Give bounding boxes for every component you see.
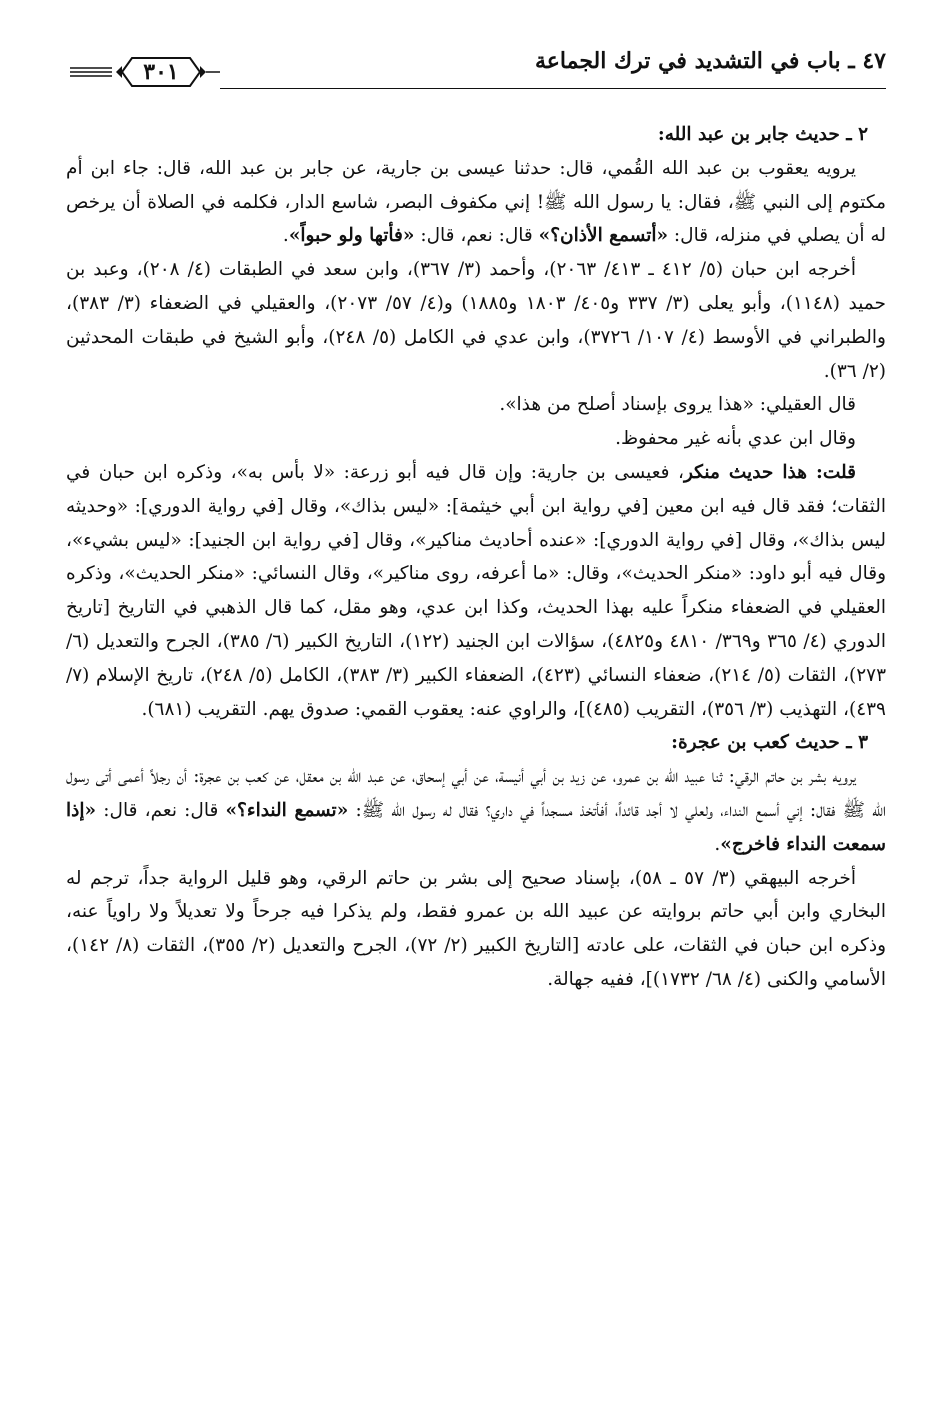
hadith-text: قال: نعم، قال: <box>414 225 539 247</box>
hadith-paragraph <box>66 152 886 253</box>
page-number-ornament <box>70 52 220 92</box>
takhrij-paragraph: أخرجه ابن حبان (٥/ ٤١٢ ـ ٤١٣/ ٢٠٦٣)، وأحمد (٣/ ٣٦٧)، وابن سعد في الطبقات (٤/ ٢٠٨)، وعبد بن حميد (١١٤٨)، وأبو يعلى (٣/ ٣٣٧ و٤٠٥/ ١٨٠٣ و١٨٨٥) و(٤/ ٥٧/ ٢٠٧٣)، والعقيلي في الضعفاء (٣/ ٣٨٣)، والطبراني في الأوسط (٤/ ١٠٧/ ٣٧٢٦)، وابن عدي في الكامل (٥/ ٢٤٨)، وأبو الشيخ في طبقات المحدثين (٢/ ٣٦). <box>66 259 886 382</box>
chapter-title: ٤٧ ـ باب في التشديد في ترك الجماعة <box>535 48 886 74</box>
page-body <box>66 118 886 997</box>
hadith-quote: «إذا سمعت النداء فاخرج» <box>66 799 886 855</box>
page-number: ٣٠١ <box>143 59 179 85</box>
analysis-paragraph <box>66 456 886 726</box>
hadith-text: قال: نعم، قال: <box>96 799 226 821</box>
analysis-text: ، فعيسى بن جارية: وإن قال فيه أبو زرعة: «لا بأس به»، وذكره ابن حبان في الثقات؛ فقد قال فيه ابن معين [في رواية ابن أبي خيثمة]: «ليس بذاك»، وقال [في رواية الدوري]: «وحديثه ليس بذاك»، وقال [في رواية الدوري]: «عنده أحاديث مناكير»، وقال [في رواية ابن الجنيد]: «ليس بشيء»، وقال فيه أبو داود: «منكر الحديث»، وقال: «ما أعرفه، روى مناكير»، وقال النسائي: «منكر الحديث»، وذكره العقيلي في الضعفاء منكراً عليه بهذا الحديث، وكذا ابن عدي، وهو مقل، كما قال الذهبي في التاريخ [تاريخ الدوري (٤/ ٣٦٥ و٣٦٩/ ٤٨١٠ و٤٨٢٥)، سؤالات ابن الجنيد (١٢٢)، التاريخ الكبير (٦/ ٣٨٥)، الجرح والتعديل (٦/ ٢٧٣)، الثقات (٥/ ٢١٤)، ضعفاء النسائي (٤٢٣)، الضعفاء الكبير (٣/ ٣٨٣)، الكامل (٥/ ٢٤٨)، تاريخ الإسلام (٧/ ٤٣٩)، التهذيب (٣/ ٣٥٦)، التقريب (٤٨٥)]، والراوي عنه: يعقوب القمي: صدوق يهم. التقريب (٦٨١). <box>66 461 887 720</box>
hadith-quote: «تسمع النداء؟» <box>225 799 349 821</box>
ibn-adi-paragraph: وقال ابن عدي بأنه غير محفوظ. <box>615 428 856 450</box>
hadith-text: يرويه يعقوب بن عبد الله القُمي، قال: حدثنا عيسى بن جارية، عن جابر بن عبد الله، قال: جاء ابن أم مكتوم إلى النبي ﷺ، فقال: يا رسول الله ﷺ! إني مكفوف البصر، شاسع الدار، فكلمه في الصلاة أن يرخص له أن يصلي في منزله، قال: <box>66 157 886 247</box>
hadith-paragraph <box>66 760 886 861</box>
hadith-quote: «أتسمع الأذان؟» <box>538 225 669 247</box>
page-header <box>70 38 886 98</box>
hadith-text: . <box>282 225 289 247</box>
uqayli-quote-paragraph: قال العقيلي: «هذا يروى بإسناد أصلح من هذا». <box>499 394 856 416</box>
hadith-text: . <box>714 833 721 855</box>
section-heading-kaab: ٣ ـ حديث كعب بن عجرة: <box>671 732 868 754</box>
hadith-text: يرويه بشر بن حاتم الرقي: ثنا عبيد الله بن عمرو، عن زيد بن أبي أنيسة، عن أبي إسحاق، عن عبد الله بن معقل، عن كعب بن عجرة: أن رجلاً أعمى أتى رسول الله ﷺ فقال: إني أسمع النداء، ولعلي لا أجد قائداً، أفأتخذ مسجداً في داري؟ فقال له رسول الله ﷺ: <box>66 766 886 821</box>
section-heading-jabir: ٢ ـ حديث جابر بن عبد الله: <box>657 124 868 145</box>
header-rule <box>220 88 886 89</box>
verdict-text: قلت: هذا حديث منكر <box>683 461 856 483</box>
hadith-quote: «فأتها ولو حبواً» <box>288 225 415 247</box>
takhrij-paragraph: أخرجه البيهقي (٣/ ٥٧ ـ ٥٨)، بإسناد صحيح إلى بشر بن حاتم الرقي، وهو قليل الرواية جداً، ترجم له البخاري وابن أبي حاتم بروايته عن عبيد الله بن عمرو فقط، ولم يذكرا فيه جرحاً ولا تعديلاً ولا راوياً عنه، وذكره ابن حبان في الثقات، على عادته [التاريخ الكبير (٢/ ٧٢)، الجرح والتعديل (٢/ ٣٥٥)، الثقات (٨/ ١٤٢)، الأسامي والكنى (٤/ ٦٨/ ١٧٣٢)]، ففيه جهالة. <box>66 867 887 990</box>
